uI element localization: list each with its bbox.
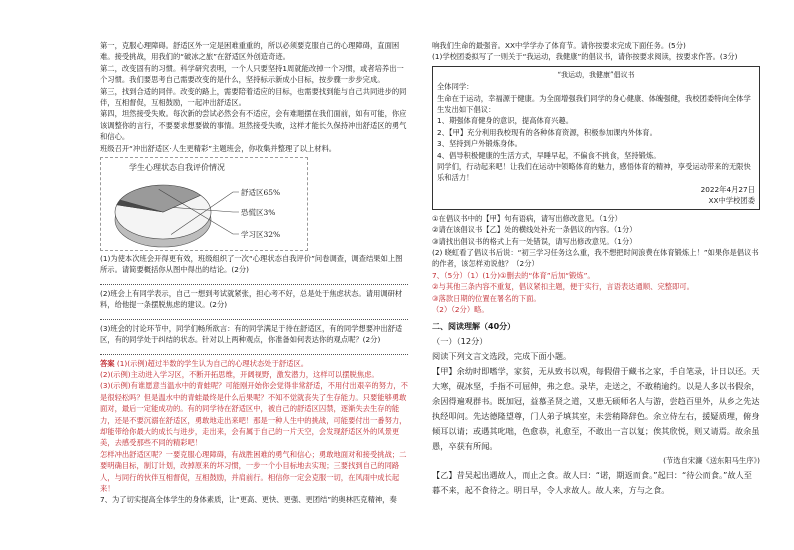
sub-question-3: ③请找出倡议书的格式上有一处错误，请写出修改意见。（1分） xyxy=(432,236,637,246)
left-column xyxy=(100,40,408,506)
right-top: 响我们生命的最强音。XX中学学办了体育节。请你按要求完成下面任务。(5分) xyxy=(432,41,686,50)
notice-item-2: 2、【甲】充分利用我校现有的各种体育资源，积极参加课内外体育。 xyxy=(437,127,657,137)
right-column xyxy=(432,40,760,498)
sub-question-2: ②请在该倡议书【乙】处的横线处补充一条倡议的内容。（1分） xyxy=(432,225,637,235)
para-3: 第三，找到合适的同伴。改变的路上，需要陪着适应的目标，也需要找到能与自己共同进步的同伴，互相督促，互相鼓励，一起冲出舒适区。 xyxy=(100,86,407,108)
answer-1: (1)(示例)超过半数的学生认为自己的心理状态处于舒适区。 xyxy=(116,358,309,368)
sub-section-heading: （一）（12分） xyxy=(432,336,488,347)
right-answer-2: ②与其他三条内容不重复，倡议紧扣主题，便于实行，言语表达通顺、完整即可。 xyxy=(432,282,694,292)
answer-line-2[interactable] xyxy=(100,312,408,320)
question-3: (3)班会的讨论环节中，同学们畅所欲言：有的同学满足于待在舒适区，有的同学想要冲出舒适区，有的同学处于纠结的状态。针对以上两种观点，你准备如何表达你的观点呢？(2分) xyxy=(100,323,403,345)
sub-question-4: (2) 晓虹看了倡议书后说：“初三学习任务这么重，我不想把时间浪费在体育锻炼上！”如果你是倡议书的作者，该怎样劝说他？（2分） xyxy=(432,247,759,269)
answer-line-1[interactable] xyxy=(100,277,408,285)
notice-greeting: 全体同学： xyxy=(437,82,474,92)
passage-source: (节选自宋濂《送东阳马生序》) xyxy=(663,456,760,466)
passage-yi: 【乙】昔吴起出遇故人，而止之食。故人曰：“诺，期返而食。”起曰：“待公而食。”故人至暮不来，起不食待之。明日早，令人求故人。故人来，方与之食。 xyxy=(432,470,752,496)
sub-question-1: ①在倡议书中的【甲】句有语病，请写出修改意见。（1分） xyxy=(432,213,622,223)
proposal-notice xyxy=(432,66,760,210)
notice-item-3: 3、坚持到户外锻炼身体。 xyxy=(437,139,522,149)
notice-title: “我运动，我健康”倡议书 xyxy=(557,70,635,79)
answer-block xyxy=(100,358,408,369)
passage-jia: 【甲】余幼时即嗜学，家贫，无从致书以观，每假借于藏书之家，手自笔录，计日以还。天大寒，砚冰坚，手指不可屈伸，弗之怠。录毕，走送之，不敢稍逾约。以是人多以书假余，余因得遍观群书。既加冠，益慕圣贤之道，又患无硕师名人与游，尝趋百里外，从乡之先达执经叩问。先达德隆望尊，门人弟子填其室，未尝稍降辞色。余立侍左右，援疑质理，俯身倾耳以请；或遇其叱咄，色愈恭，礼愈至，不敢出一言以复；俟其欣悦，则又请焉。故余虽愚，卒获有所闻。 xyxy=(432,366,760,452)
notice-sign: XX中学校团委 xyxy=(708,196,755,206)
pie-label-2: 恐慌区3% xyxy=(241,208,276,218)
answer-2: (2)(示例)主动进入学习区，不断开拓思维，开阔视野，激发潜力，这样可以摆脱焦虑。 xyxy=(100,369,379,379)
answer-4: 怎样冲出舒适区呢？一要克服心理障碍，有战胜困难的勇气和信心；勇敢地面对和接受挑战；二要明确目标，制订计划，改掉原来的坏习惯，一步一个小目标地去实现；三要找到自己的同路人，与同行的伙伴互相督促，互相鼓励，并肩前行。相信你一定会克服一切，在风雨中成长起来！ xyxy=(100,449,407,493)
chart-title: 学生心理状态自我评价情况 xyxy=(129,163,225,173)
reading-intro: 阅读下列文言文选段，完成下面小题。 xyxy=(432,351,572,362)
task-1: (1)学校团委拟写了一则关于“我运动，我健康”的倡议书，请你按要求阅读，按要求作答。(3分) xyxy=(432,52,738,62)
notice-item-4: 4、倡导积极健康的生活方式，早睡早起，不偏食不挑食，坚持锻炼。 xyxy=(437,150,661,160)
para-2: 第二，改变固有的习惯。科学研究表明，一个人只要坚持1周就能改掉一个习惯，或者培养出一个习惯。我们要思考自己需要改变的是什么，坚持标示新成小目标，按步骤一步步完成。 xyxy=(100,63,404,85)
right-answer-3: ③落款日期的位置在署名的下面。 xyxy=(432,293,541,303)
pie-label-3: 学习区32% xyxy=(241,230,281,240)
pie-chart xyxy=(100,157,308,251)
notice-intro: 生命在于运动，幸福源于健康。为全面增强我们同学的身心健康、体魄强健，我校团委特向全体学生发出如下倡议： xyxy=(437,93,751,115)
pie-chart-svg xyxy=(101,158,307,250)
question-1: (1)为使本次班会开得更有效，班级组织了一次“心理状态自我评价”问卷调查，调查结果如上图所示。请简要概括你从图中得出的结论。(2分) xyxy=(100,254,403,275)
para-1: 第一，克服心理障碍。舒适区外一定是困难重重的，所以必须要克服自己的心理障碍，直面困难。接受挑战，用我们的“破冰之旅”在舒适区外创造奇迹。 xyxy=(100,41,400,62)
answer-3: (3)(示例)有谁愿意当温水中的青蛙呢？可能刚开始你会觉得非常舒适，不用付出艰辛的努力，不是很轻松吗？但是温水中的青蛙最终是什么后果呢？不知不觉就丧失了生存能力。只要能够勇敢面对，最后一定能成功的。有的同学待在舒适区中，被自己的舒适区囚禁，逐渐失去生存的能力，还是不要沉溺在舒适区，勇敢地走出来吧！那是一种人生中的挑战，可能要付出一番努力，却能带给你最大的成长与进步，走出来，会有属于自己的一片天空，会发现舒适区外的风景更美，去感受那些不同的精彩吧！ xyxy=(100,381,408,448)
section-heading: 二、阅读理解（40分） xyxy=(432,322,516,332)
notice-item-1: 1、期强体育健身的意识，提高体育兴趣。 xyxy=(437,116,573,126)
question-2: (2)班会上有同学表示，自己一想到考试就紧张，担心考不好，总是处于焦虑状态。请用调研材料，给他提一条摆脱焦虑的建议。(2分) xyxy=(100,288,403,310)
answer-label: 答案 xyxy=(100,358,115,368)
question-7: 7、为了切实提高全体学生的身体素质，让“更高、更快、更强、更团结”的奥林匹克精神，奏 xyxy=(100,495,397,505)
answer-line-3[interactable] xyxy=(100,347,408,355)
para-4: 第四，坦然接受失败。每次新的尝试必然会有不适应，会有难题摆在我们面前，如有可能，你应该调整你的言行，不要要求想要做的事情。坦然接受失败，这样才能长久保持冲出舒适区的勇气和信心。 xyxy=(100,109,407,142)
right-answer-4: （2）（2分）略。 xyxy=(432,304,489,314)
lead-text: 班级召开“冲出舒适区·人生更精彩”主题班会，你收集并整理了以上材料。 xyxy=(100,143,337,153)
pie-label-1: 舒适区65% xyxy=(241,188,281,198)
notice-closing: 同学们，行动起来吧！让我们在运动中领略体育的魅力，感悟体育的精神，享受运动带来的无限快乐和活力！ xyxy=(437,162,751,183)
right-answer-1: 7、（5分）（1）(1分)①删去的“体育”后加“锻炼”。 xyxy=(432,270,595,280)
notice-date: 2022年4月27日 xyxy=(700,184,755,194)
